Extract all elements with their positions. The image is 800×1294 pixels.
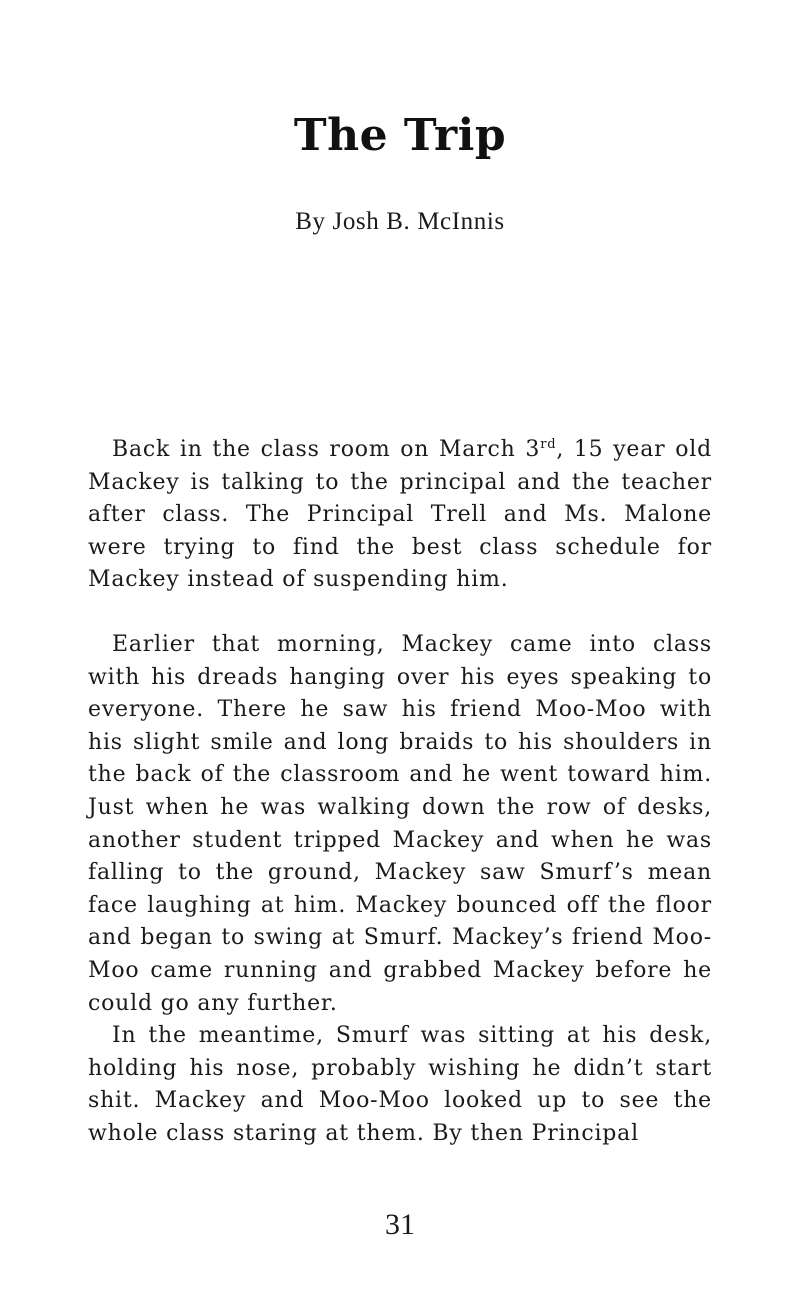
paragraph-3: In the meantime, Smurf was sitting at his desk, holding his nose, probably wishing he didn’t start shit. Mackey and Moo-Moo looked up to see the whole class staring at them. By then Principal [88,1023,712,1146]
chapter-title: The Trip [293,110,507,161]
paragraph-2: Earlier that morning, Mackey came into class with his dreads hanging over his eyes speaking to everyone. There he saw his friend Moo-Moo with his slight smile and long braids to his shoulders in the back of the classroom and he went toward him. Just when he was walking down the row of desks, another student tripped Mackey and when he was falling to the ground, Mackey saw Smurf’s mean face laughing at him. Mackey bounced off the floor and began to swing at Smurf. Mackey’s friend Moo-Moo came running and grabbed Mackey before he could go any further. [88,631,712,1016]
page-number: 31 [385,1208,415,1241]
author-byline: By Josh B. McInnis [295,208,505,235]
paragraph-1-text-end: , 15 year old Mackey is talking to the principal and the teacher after class. The Principal Trell and Ms. Malone were trying to find the best class schedule for Mackey instead of suspending him. [88,437,712,593]
paragraph-1-text-start: Back in the class room on March 3 [112,437,541,462]
chapter-body [88,434,712,1150]
ordinal-suffix: rd [540,437,557,452]
paragraph-1 [88,434,712,597]
